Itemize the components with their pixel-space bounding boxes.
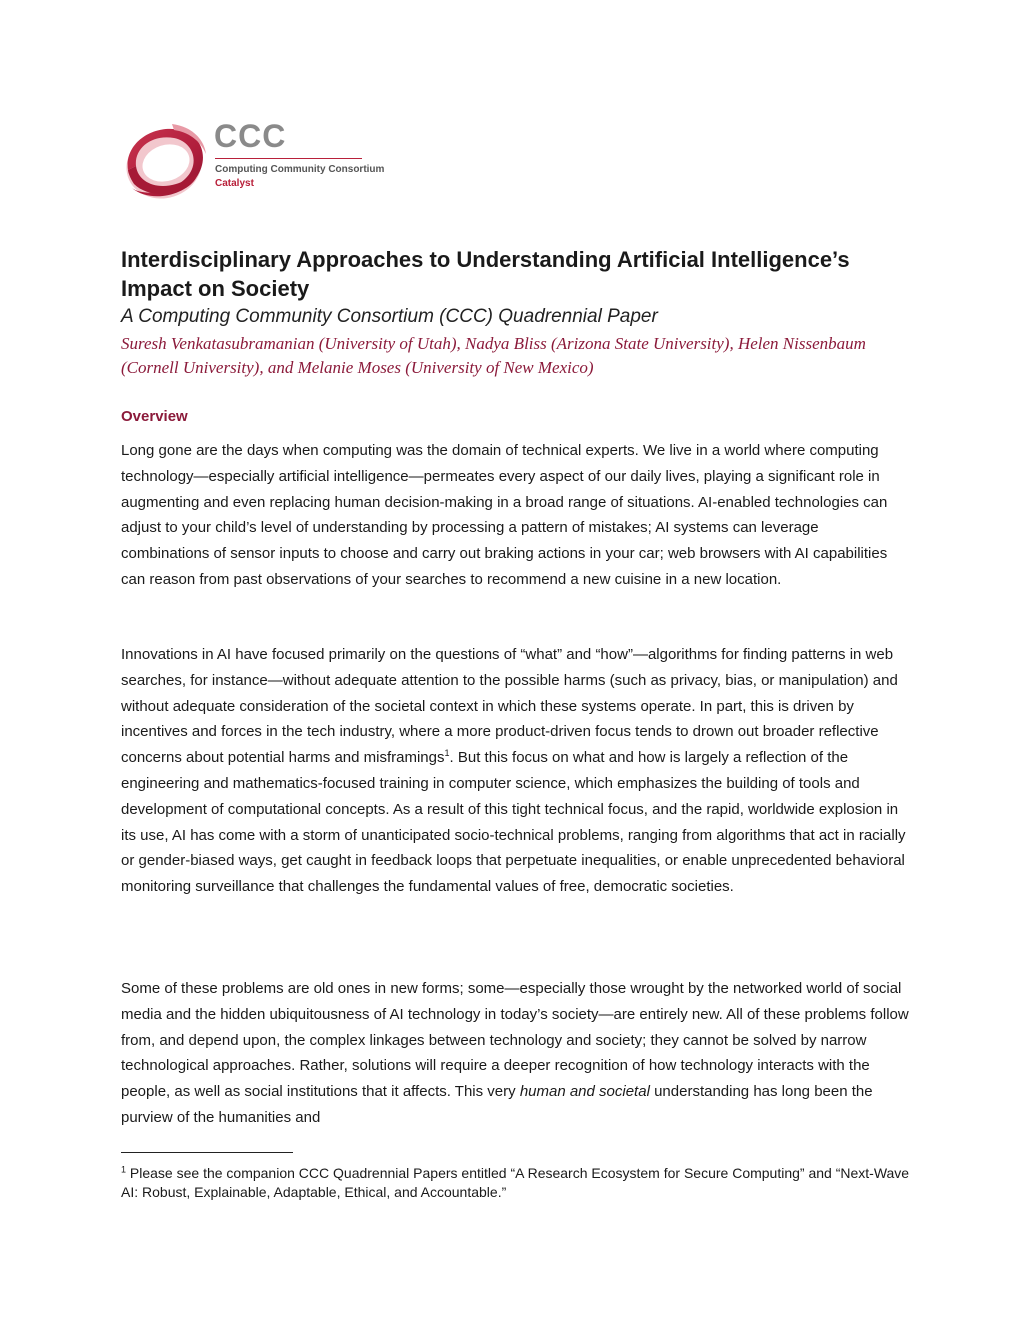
ccc-logo [120,118,385,208]
logo-divider [215,158,362,159]
paper-subtitle: A Computing Community Consortium (CCC) Quadrennial Paper [121,306,658,327]
paper-authors: Suresh Venkatasubramanian (University of Utah), Nadya Bliss (Arizona State University), Helen Nissenbaum (Cornell University), and Melanie Moses (University of New Mexico) [121,334,866,377]
paragraph-1: Long gone are the days when computing was the domain of technical experts. We live in a world where computing technology—especially artificial intelligence—permeates every aspect of our daily lives, playing a significant role in augmenting and even replacing human decision-making in a broad range of situations. AI-enabled technologies can adjust to your child’s level of understanding by processing a pattern of mistakes; AI systems can leverage combinations of sensor inputs to choose and carry out braking actions in your car; web browsers with AI capabilities can reason from past observations of your searches to recommend a new cuisine in a new location. [121,442,888,588]
paper-title: Interdisciplinary Approaches to Understanding Artificial Intelligence’s Impact on Society [121,247,850,301]
paragraph-2-text-a: Innovations in AI have focused primarily on the questions of “what” and “how”—algorithms for finding patterns in web searches, for instance—without adequate attention to the possible harms (such as privacy, bias, or manipulation) and without adequate consideration of the societal context in which these systems operate. In part, this is driven by incentives and forces in the tech industry, where a more product-driven focus tends to drown out broader reflective concerns about potential harms and misframings [121,646,898,767]
footnote-reference[interactable]: 1 [444,748,450,759]
paragraph-3 [121,976,911,1131]
paragraph-2 [121,642,911,900]
footnote-1 [121,1164,911,1202]
logo-acronym: CCC [214,118,287,154]
section-heading-overview: Overview [121,408,188,425]
ccc-ring-icon [120,118,210,208]
logo-organization: Computing Community Consortium [215,164,385,175]
paragraph-3-emphasis: human and societal [519,1083,650,1101]
footnote-text: Please see the companion CCC Quadrennial Papers entitled “A Research Ecosystem for Secure Computing” and “Next-Wave AI: Robust, Explainable, Adaptable, Ethical, and Accountable.” [121,1165,910,1200]
paragraph-3-text-a: Some of these problems are old ones in new forms; some—especially those wrought by the networked world of social media and the hidden ubiquitousness of AI technology in today’s society—are entirely new. All of these problems follow from, and depend upon, the complex linkages between technology and society; they cannot be solved by narrow technological approaches. Rather, solutions will require a deeper recognition of how technology interacts with the people, as well as social institutions that it affects. This very [121,980,909,1101]
logo-subline: Catalyst [215,178,254,189]
paragraph-3-text-b: understanding has long been the purview of the humanities and [121,1083,873,1126]
footnote-mark: 1 [121,1164,127,1175]
footnote-separator [121,1152,293,1153]
paragraph-2-text-b: . But this focus on what and how is largely a reflection of the engineering and mathematics-focused training in computer science, which emphasizes the building of tools and development of computational concepts. As a result of this tight technical focus, and the rapid, worldwide explosion in its use, AI has come with a storm of unanticipated socio-technical problems, ranging from algorithms that act in racially or gender-biased ways, get caught in feedback loops that perpetuate inequalities, or enable unprecedented behavioral monitoring surveillance that challenges the fundamental values of free, democratic societies. [121,749,906,896]
